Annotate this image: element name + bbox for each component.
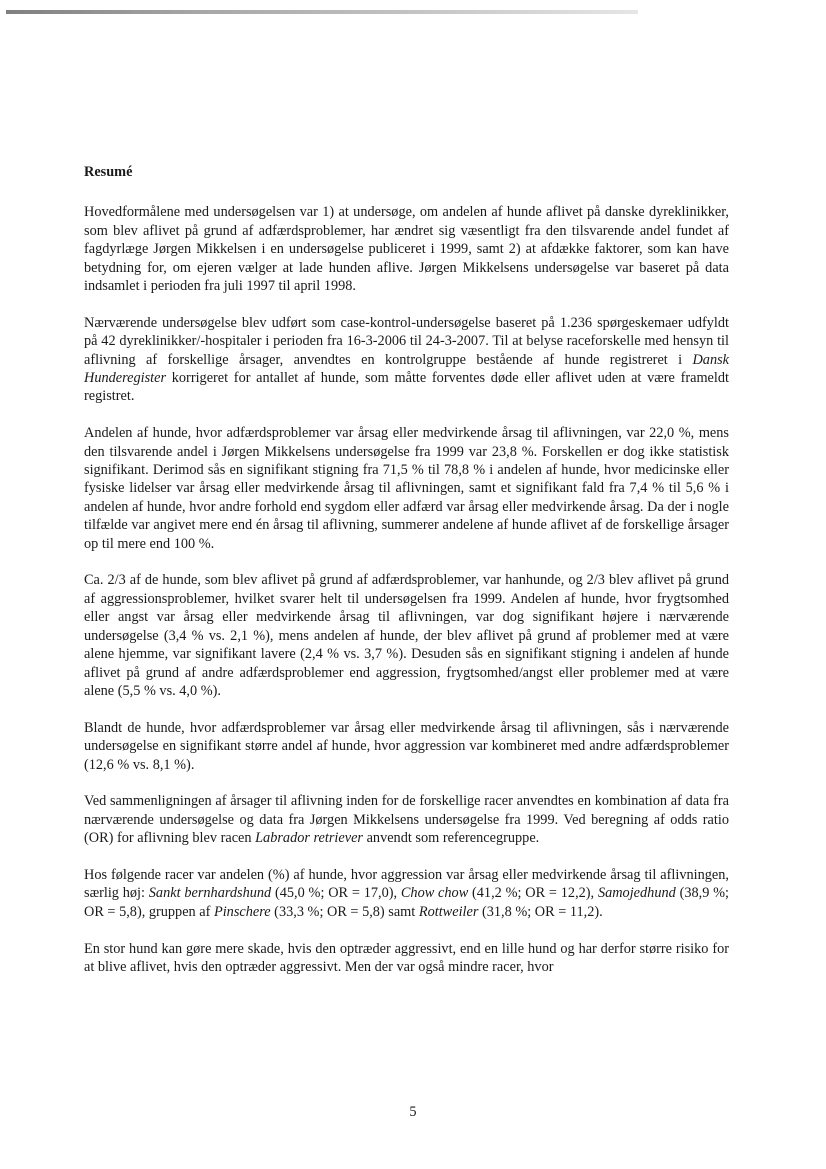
italic-term: Samojedhund [597,885,676,902]
text-segment: korrigeret for antallet af hunde, som måtte forventes døde eller aflivet uden at være frameldt registret. [84,370,729,405]
text-segment: (33,3 %; OR = 5,8) samt [270,903,419,920]
page-number: 5 [409,1104,417,1120]
text-segment: (38,9 %; OR = 5,8), gruppen af [84,885,730,920]
paragraph [84,719,729,774]
text-segment: (31,8 %; OR = 11,2). [478,903,603,920]
paragraph [84,203,729,295]
paragraph [84,314,729,406]
paragraph [84,866,729,921]
text-segment: Hos følgende racer var andelen (%) af hunde, hvor aggression var årsag eller medvirkende årsag til aflivningen, særlig høj: [84,866,729,902]
text-segment: Ved sammenligningen af årsager til aflivning inden for de forskellige racer anvendtes en kombination af data fra nærværende undersøgelse og data fra Jørgen Mikkelsens undersøgelse fra 1999. Ved beregning af odds ratio (OR) for aflivning blev racen [84,793,729,847]
text-segment: (41,2 %; OR = 12,2), [468,885,598,902]
section-heading: Resumé [84,164,133,180]
text-segment: Hovedformålene med undersøgelsen var 1) at undersøge, om andelen af hunde aflivet på danske dyreklinikker, som blev aflivet på grund af adfærdsproblemer, har ændret sig væsentligt fra den tilsvarende andel fundet af fagdyrlæge Jørgen Mikkelsen i en undersøgelse publiceret i 1999, samt 2) at afdække faktorer, som kan have betydning for, om ejeren vælger at lade hunden aflive. Jørgen Mikkelsens undersøgelse var baseret på data indsamlet i perioden fra juli 1997 til april 1998. [84,204,729,295]
page-body [84,163,729,995]
text-segment: anvendt som referencegruppe. [363,830,540,847]
text-segment: Andelen af hunde, hvor adfærdsproblemer var årsag eller medvirkende årsag til aflivningen, var 22,0 %, mens den tilsvarende andel i Jørgen Mikkelsens undersøgelse fra 1999 var 23,8 %. Forskellen er dog ikke statistisk signifikant. Derimod sås en signifikant stigning fra 71,5 % til 78,8 % i andelen af hunde, hvor medicinske eller fysiske lidelser var årsag eller medvirkende årsag til aflivningen, samt et signifikant fald fra 7,4 % til 5,6 % i andelen af hunde, hvor andre forhold end sygdom eller adfærd var årsag eller medvirkende årsag. Da der i nogle tilfælde var angivet mere end én årsag til aflivning, summerer andelene af hunde aflivet af de forskellige årsager op til mere end 100 %. [84,425,729,552]
italic-term: Sankt bernhardshund [148,885,272,902]
scan-edge-artifact [6,10,638,14]
paragraph [84,940,729,977]
text-segment: Nærværende undersøgelse blev udført som case-kontrol-undersøgelse baseret på 1.236 spørgeskemaer udfyldt på 42 dyreklinikker/-hospitaler i perioden fra 16-3-2006 til 24-3-2007. Til at belyse raceforskelle med hensyn til aflivning af forskellige årsager, anvendtes en kontrolgruppe bestående af hunde registreret i [84,314,729,368]
text-segment: Ca. 2/3 af de hunde, som blev aflivet på grund af adfærdsproblemer, var hanhunde, og 2/3 blev aflivet på grund af aggressionsproblemer, hvilket svarer helt til undersøgelsen fra 1999. Andelen af hunde, hvor frygtsomhed eller angst var årsag eller medvirkende årsag til aflivningen, var dog signifikant højere i nærværende undersøgelse (3,4 % vs. 2,1 %), mens andelen af hunde, der blev aflivet på grund af problemer med at være alene hjemme, var signifikant lavere (2,4 % vs. 3,7 %). Desuden sås en signifikant stigning i andelen af hunde aflivet på grund af andre adfærdsproblemer end aggression, frygtsomhed/angst eller problemer med at være alene (5,5 % vs. 4,0 %). [84,572,729,699]
paragraph [84,571,729,700]
italic-term: Chow chow [400,885,469,902]
text-segment: (45,0 %; OR = 17,0), [271,885,401,902]
paragraph [84,424,729,553]
paragraph [84,792,729,847]
italic-term: Labrador retriever [255,830,363,847]
text-segment: En stor hund kan gøre mere skade, hvis den optræder aggressivt, end en lille hund og har derfor større risiko for at blive aflivet, hvis den optræder aggressivt. Men der var også mindre racer, hvor [84,940,729,975]
paragraph-container [84,203,729,976]
italic-term: Rottweiler [418,903,479,920]
text-segment: Blandt de hunde, hvor adfærdsproblemer var årsag eller medvirkende årsag til aflivningen, sås i nærværende undersøgelse en signifikant større andel af hunde, hvor aggression var kombineret med andre adfærdsproblemer (12,6 % vs. 8,1 %). [84,719,729,773]
italic-term: Dansk Hunderegister [84,351,729,387]
italic-term: Pinschere [213,903,271,920]
